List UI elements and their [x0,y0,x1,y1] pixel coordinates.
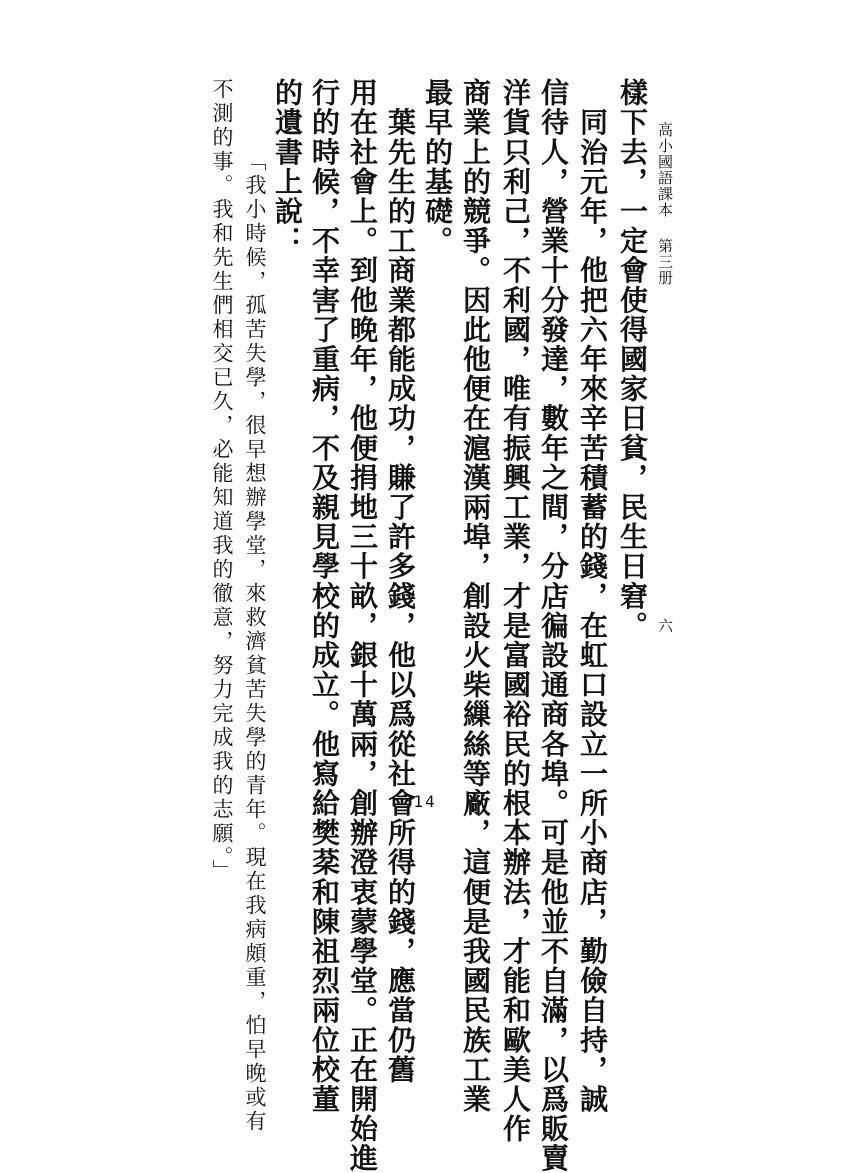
text-column: 同治元年，他把六年來辛苦積蓄的錢，在虹口設立一所小商店，勤儉自持，誠 [576,78,609,1114]
text-column: 最早的基礎。 [421,78,454,256]
text-column: 商業上的競爭。因此他便在滬漢兩埠，創設火柴繅絲等廠，這便是我國民族工業 [459,78,492,1114]
quote-line: 不測的事。我和先生們相交已久，必能知道我的徹意，努力完成我的志願。」 [210,78,234,884]
text-column: 信待人，營業十分發達，數年之間，分店徧設通商各埠。可是他並不自滿，以爲販賣 [537,78,570,1173]
text-column: 用在社會上。到他晚年，他便捐地三十畝，銀十萬兩，創辦澄衷蒙學堂。正在開始進 [346,78,379,1173]
quote-line: 「我小時候，孤苦失學，很早想辦學堂，來救濟貧苦失學的青年。現在我病頗重，怕早晚或有 [243,150,267,1134]
volume-label: 第三册 [656,238,674,286]
text-column: 洋貨只利己，不利國，唯有振興工業，才是富國裕民的根本辦法，才能和歐美人作 [499,78,532,1144]
text-column: 葉先生的工商業都能成功，賺了許多錢，他以爲從社會所得的錢，應當仍舊 [384,78,417,1085]
text-column: 樣下去，一定會使得國家日貧，民生日窘。 [616,78,649,641]
text-column: 的遺書上說： [271,78,304,256]
text-column: 行的時候，不幸害了重病，不及親見學校的成立。他寫給樊棻和陳祖烈兩位校董 [308,78,341,1114]
page-number: 14 [413,792,437,811]
book-title: 高小國語課本 [656,122,674,218]
page-number-cjk: 六 [656,618,674,633]
